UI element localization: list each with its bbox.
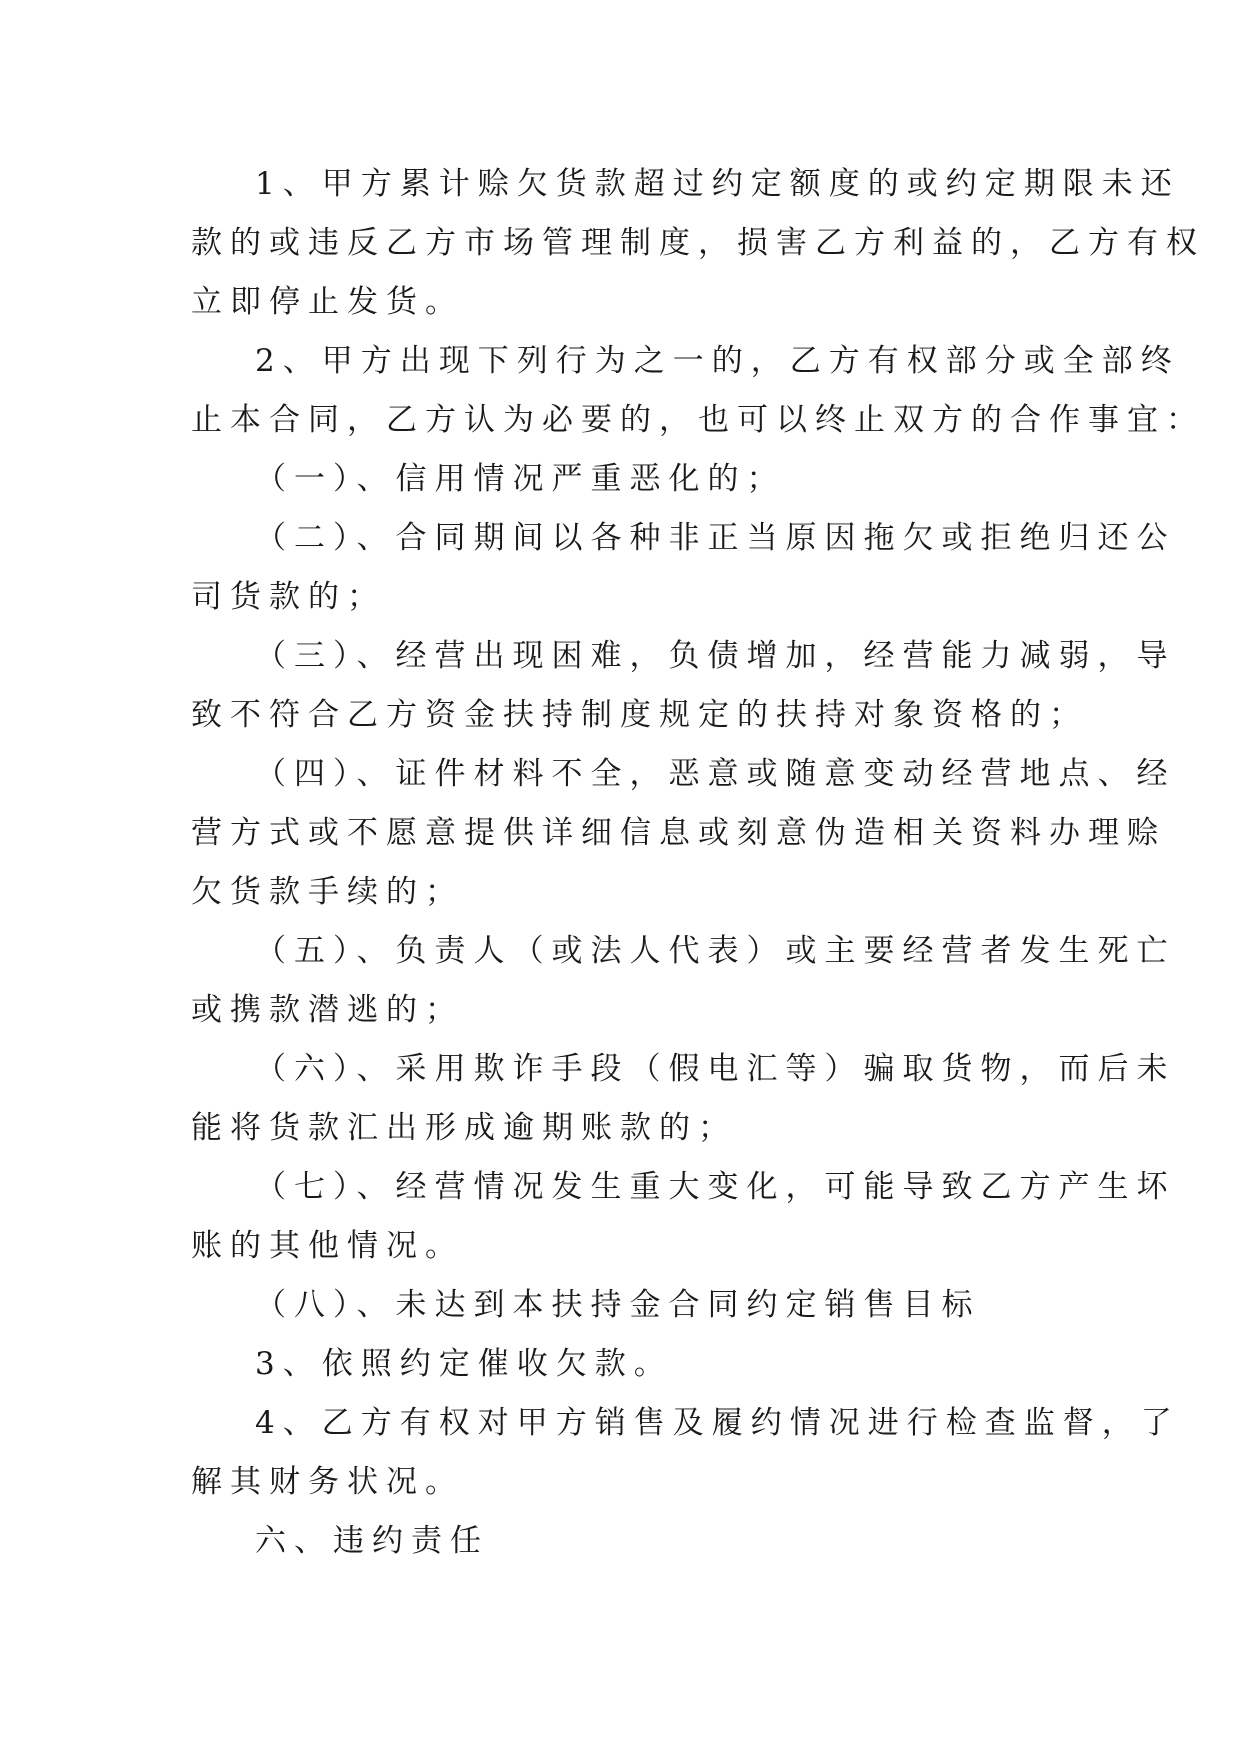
- item-7-line-2: 账的其他情况。: [191, 1228, 464, 1264]
- paragraph-4-line-1: 4、乙方有权对甲方销售及履约情况进行检查监督，了: [255, 1405, 1180, 1441]
- paragraph-4-line-2: 解其财务状况。: [191, 1464, 464, 1500]
- item-3-line-1: （三）、经营出现困难，负债增加，经营能力减弱，导: [255, 638, 1176, 674]
- item-3-line-2: 致不符合乙方资金扶持制度规定的扶持对象资格的；: [191, 697, 1088, 733]
- item-2-line-2: 司货款的；: [191, 579, 386, 615]
- item-5-line-2: 或携款潜逃的；: [191, 992, 464, 1028]
- item-1-line-1: （一）、信用情况严重恶化的；: [255, 461, 786, 497]
- item-4-line-1: （四）、证件材料不全，恶意或随意变动经营地点、经: [255, 756, 1176, 792]
- item-2-line-1: （二）、合同期间以各种非正当原因拖欠或拒绝归还公: [255, 520, 1176, 556]
- item-6-line-1: （六）、采用欺诈手段（假电汇等）骗取货物，而后未: [255, 1051, 1176, 1087]
- item-6-line-2: 能将货款汇出形成逾期账款的；: [191, 1110, 737, 1146]
- paragraph-2-line-2: 止本合同，乙方认为必要的，也可以终止双方的合作事宜：: [191, 402, 1205, 438]
- paragraph-3-line-1: 3、依照约定催收欠款。: [255, 1346, 673, 1382]
- item-8-line-1: （八）、未达到本扶持金合同约定销售目标: [255, 1287, 981, 1323]
- paragraph-1-line-2: 款的或违反乙方市场管理制度，损害乙方利益的，乙方有权: [191, 225, 1205, 261]
- item-4-line-3: 欠货款手续的；: [191, 874, 464, 910]
- paragraph-1-line-3: 立即停止发货。: [191, 284, 464, 320]
- item-4-line-2: 营方式或不愿意提供详细信息或刻意伪造相关资料办理赊: [191, 815, 1166, 851]
- section-heading-breach: 六、违约责任: [255, 1523, 489, 1559]
- paragraph-1-line-1: 1、甲方累计赊欠货款超过约定额度的或约定期限未还: [255, 166, 1180, 202]
- item-7-line-1: （七）、经营情况发生重大变化，可能导致乙方产生坏: [255, 1169, 1176, 1205]
- paragraph-2-line-1: 2、甲方出现下列行为之一的，乙方有权部分或全部终: [255, 343, 1180, 379]
- item-5-line-1: （五）、负责人（或法人代表）或主要经营者发生死亡: [255, 933, 1176, 969]
